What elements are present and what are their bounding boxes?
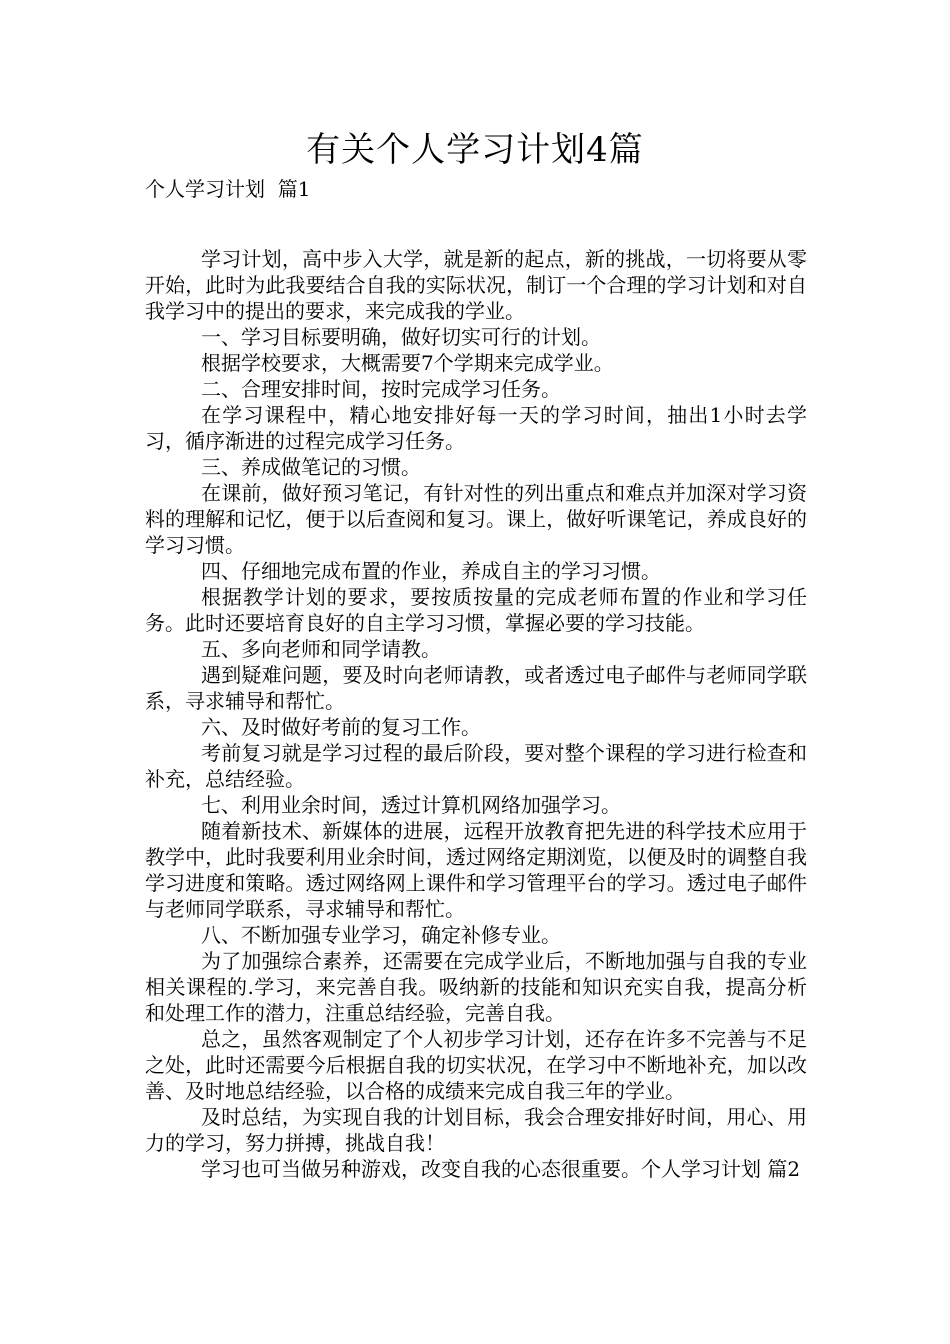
paragraph: 在课前，做好预习笔记，有针对性的列出重点和难点并加深对学习资料的理解和记忆，便于以后查阅和复习。课上，做好听课笔记，养成良好的学习习惯。 xyxy=(145,481,807,557)
paragraph: 学习也可当做另种游戏，改变自我的心态很重要。个人学习计划 篇2 xyxy=(201,1157,801,1181)
paragraph: 六、及时做好考前的复习工作。 xyxy=(201,715,481,739)
document-title: 有关个人学习计划4篇 xyxy=(306,130,644,170)
paragraph: 遇到疑难问题，要及时向老师请教，或者透过电子邮件与老师同学联系，寻求辅导和帮忙。 xyxy=(145,663,807,713)
paragraph: 四、仔细地完成布置的作业，养成自主的学习习惯。 xyxy=(201,559,661,583)
paragraph: 及时总结，为实现自我的计划目标，我会合理安排好时间，用心、用力的学习，努力拼搏，挑战自我！ xyxy=(145,1105,807,1155)
paragraph: 根据教学计划的要求，要按质按量的完成老师布置的作业和学习任务。此时还要培育良好的自主学习习惯，掌握必要的学习技能。 xyxy=(145,585,807,635)
paragraph: 在学习课程中，精心地安排好每一天的学习时间，抽出1小时去学习，循序渐进的过程完成学习任务。 xyxy=(145,403,807,453)
paragraph: 总之，虽然客观制定了个人初步学习计划，还存在许多不完善与不足之处，此时还需要今后根据自我的切实状况，在学习中不断地补充，加以改善、及时地总结经验，以合格的成绩来完成自我三年的学业。 xyxy=(145,1027,807,1103)
document-body xyxy=(145,246,807,1182)
paragraph: 七、利用业余时间，透过计算机网络加强学习。 xyxy=(201,793,621,817)
paragraph: 为了加强综合素养，还需要在完成学业后，不断地加强与自我的专业相关课程的.学习，来完善自我。吸纳新的技能和知识充实自我，提高分析和处理工作的潜力，注重总结经验，完善自我。 xyxy=(145,949,807,1025)
paragraph: 八、不断加强专业学习，确定补修专业。 xyxy=(201,923,561,947)
paragraph: 三、养成做笔记的习惯。 xyxy=(201,455,421,479)
paragraph: 根据学校要求，大概需要7个学期来完成学业。 xyxy=(201,351,614,375)
paragraph: 五、多向老师和同学请教。 xyxy=(201,637,441,661)
paragraph: 随着新技术、新媒体的进展，远程开放教育把先进的科学技术应用于教学中，此时我要利用业余时间，透过网络定期浏览，以便及时的调整自我学习进度和策略。透过网络网上课件和学习管理平台的学习。透过电子邮件与老师同学联系，寻求辅导和帮忙。 xyxy=(145,819,807,921)
paragraph: 学习计划，高中步入大学，就是新的起点，新的挑战，一切将要从零开始，此时为此我要结合自我的实际状况，制订一个合理的学习计划和对自我学习中的提出的要求，来完成我的学业。 xyxy=(145,247,807,323)
paragraph: 考前复习就是学习过程的最后阶段，要对整个课程的学习进行检查和补充，总结经验。 xyxy=(145,741,807,791)
paragraph: 一、学习目标要明确，做好切实可行的计划。 xyxy=(201,325,601,349)
paragraph: 二、合理安排时间，按时完成学习任务。 xyxy=(201,377,561,401)
section-heading: 个人学习计划 篇1 xyxy=(145,177,311,201)
